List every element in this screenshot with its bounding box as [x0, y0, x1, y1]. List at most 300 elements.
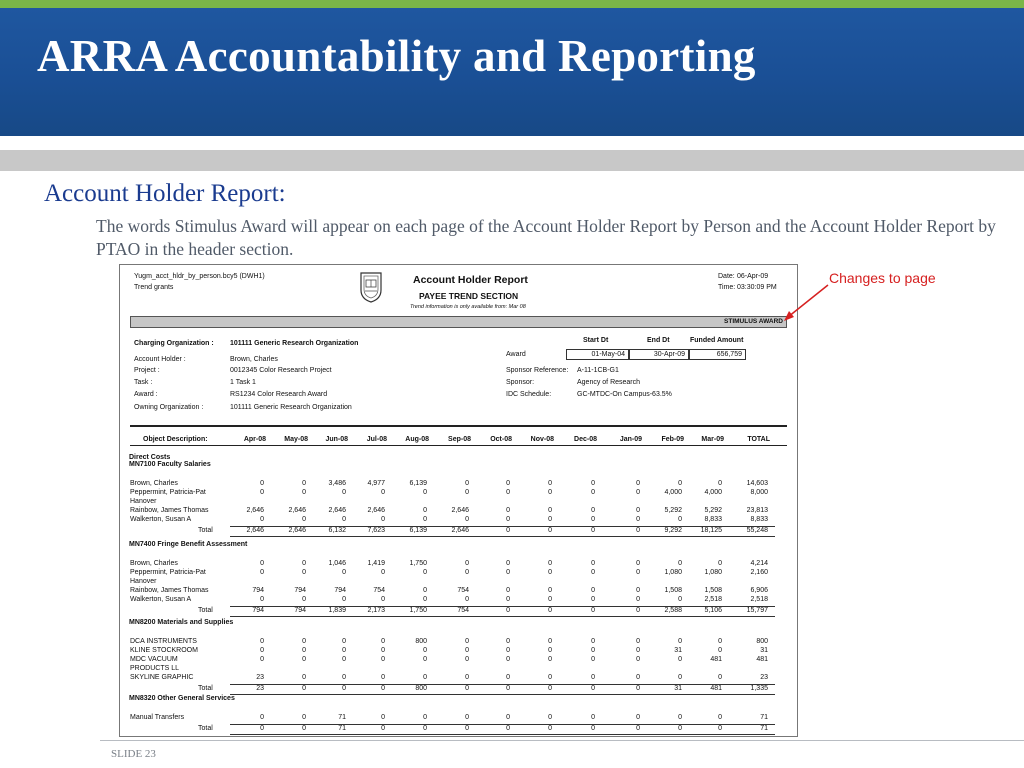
field-label: Award : [134, 391, 158, 398]
cell-value: 0 [678, 560, 682, 567]
cell-value: 8,833 [704, 516, 722, 523]
total-value: 0 [548, 607, 552, 614]
cell-value: 0 [591, 674, 595, 681]
section-heading: MN8200 Materials and Supplies [129, 619, 234, 626]
sponsor-value: Agency of Research [577, 379, 641, 386]
cell-value: 0 [423, 587, 427, 594]
cell-value: 0 [260, 480, 264, 487]
field-label: Task : [134, 379, 153, 386]
cell-value: 0 [423, 507, 427, 514]
cell-value: 0 [342, 638, 346, 645]
section-heading: MN7400 Fringe Benefit Assessment [129, 541, 248, 548]
cell-value: 0 [423, 656, 427, 663]
changes-callout: Changes to page [829, 270, 936, 286]
total-value: 794 [294, 607, 306, 614]
stimulus-label: STIMULUS AWARD [724, 318, 783, 325]
cell-value: 0 [302, 516, 306, 523]
sponsor-value: A-11-1CB-G1 [577, 367, 619, 374]
cell-value: 0 [678, 656, 682, 663]
cell-value: 0 [381, 638, 385, 645]
cell-value: 0 [465, 560, 469, 567]
cell-value: 0 [506, 480, 510, 487]
cell-value: 0 [506, 674, 510, 681]
cell-value: 0 [591, 480, 595, 487]
cell-value: 1,419 [367, 560, 385, 567]
column-header: Sep-08 [448, 436, 471, 443]
total-value: 2,646 [246, 527, 264, 534]
cell-value: 0 [506, 569, 510, 576]
total-value: 0 [718, 725, 722, 732]
column-header: Nov-08 [530, 436, 554, 443]
cell-value: 0 [302, 480, 306, 487]
field-label: Charging Organization : [134, 340, 214, 347]
total-value: 1,750 [409, 607, 427, 614]
cell-value: 0 [548, 507, 552, 514]
field-label: Owning Organization : [134, 404, 204, 411]
col-start-dt: Start Dt [583, 337, 609, 344]
cell-value: 0 [636, 507, 640, 514]
cell-value: 0 [465, 656, 469, 663]
column-header: Mar-09 [701, 436, 724, 443]
cell-value: 754 [457, 587, 469, 594]
total-value: 794 [252, 607, 264, 614]
cell-value: 0 [302, 489, 306, 496]
total-rule [230, 694, 775, 695]
cell-value: 0 [591, 656, 595, 663]
title-banner [0, 8, 1024, 136]
total-value: 0 [381, 725, 385, 732]
total-value: 23 [256, 685, 264, 692]
cell-value: 1,046 [328, 560, 346, 567]
cell-value: 0 [548, 656, 552, 663]
cell-value: 0 [548, 714, 552, 721]
cell-value: 0 [548, 560, 552, 567]
total-value: 18,125 [700, 527, 722, 534]
cell-value: 800 [756, 638, 768, 645]
cell-value: 754 [373, 587, 385, 594]
cell-value: 0 [591, 560, 595, 567]
total-value: 0 [636, 685, 640, 692]
cell-value: 794 [294, 587, 306, 594]
cell-value: 2,646 [451, 507, 469, 514]
total-value: 0 [548, 527, 552, 534]
sponsor-value: GC-MTDC-On Campus-63.5% [577, 391, 672, 398]
total-rule [230, 616, 775, 617]
cell-value: 0 [636, 596, 640, 603]
cell-value: 23 [760, 674, 768, 681]
total-value: 0 [465, 725, 469, 732]
cell-value: 0 [381, 714, 385, 721]
cell-value: 14,603 [746, 480, 768, 487]
total-value: 0 [506, 527, 510, 534]
cell-value: 0 [548, 569, 552, 576]
row-label: Brown, Charles [130, 480, 178, 487]
cell-value: 0 [465, 638, 469, 645]
cell-value: 0 [548, 587, 552, 594]
source-sub: Trend grants [134, 284, 174, 291]
cell-value: 0 [465, 516, 469, 523]
report-screenshot [119, 264, 798, 737]
total-value: 0 [636, 607, 640, 614]
cell-value: 0 [506, 507, 510, 514]
total-label: Total [198, 607, 213, 614]
column-header: Oct-08 [490, 436, 512, 443]
row-label: Peppermint, Patricia-Pat [130, 489, 206, 496]
total-value: 754 [457, 607, 469, 614]
report-note: Trend information is only available from: Mar 08 [410, 304, 526, 310]
column-header: Aug-08 [405, 436, 429, 443]
cell-value: 0 [342, 674, 346, 681]
cell-value: 0 [591, 507, 595, 514]
cell-value: 0 [548, 647, 552, 654]
row-label: Manual Transfers [130, 714, 185, 721]
cell-value: 0 [678, 480, 682, 487]
cell-value: 0 [548, 596, 552, 603]
cell-value: 481 [710, 656, 722, 663]
cell-value: 5,292 [664, 507, 682, 514]
cell-value: 0 [548, 638, 552, 645]
cell-value: 6,906 [750, 587, 768, 594]
cell-value: 0 [591, 516, 595, 523]
cell-value: 0 [302, 714, 306, 721]
total-value: 9,292 [664, 527, 682, 534]
cell-value: 2,518 [750, 596, 768, 603]
cell-value: 0 [636, 480, 640, 487]
time-label: Time: [718, 284, 736, 291]
cell-value: 1,080 [664, 569, 682, 576]
row-label: Peppermint, Patricia-Pat [130, 569, 206, 576]
cell-value: 0 [381, 516, 385, 523]
cell-value: 1,750 [409, 560, 427, 567]
row-label: DCA INSTRUMENTS [130, 638, 197, 645]
cell-value: 0 [260, 516, 264, 523]
cell-value: 0 [636, 489, 640, 496]
column-header: Dec-08 [574, 436, 597, 443]
total-value: 0 [548, 685, 552, 692]
cell-value: 0 [260, 489, 264, 496]
divider-strip [0, 150, 1024, 171]
total-value: 0 [423, 725, 427, 732]
cell-value: 0 [548, 480, 552, 487]
cell-value: 0 [302, 596, 306, 603]
cell-value: 0 [506, 638, 510, 645]
cell-value: 0 [678, 596, 682, 603]
cell-value: 4,000 [704, 489, 722, 496]
award-end: 30-Apr-09 [629, 349, 689, 360]
total-value: 0 [591, 527, 595, 534]
column-header: TOTAL [747, 436, 770, 443]
table-rule-top [130, 425, 787, 427]
cell-value: 31 [760, 647, 768, 654]
total-label: Total [198, 685, 213, 692]
cell-value: 0 [591, 587, 595, 594]
cell-value: 0 [548, 489, 552, 496]
cell-value: 0 [302, 560, 306, 567]
total-value: 2,646 [288, 527, 306, 534]
total-value: 2,646 [451, 527, 469, 534]
total-value: 800 [415, 685, 427, 692]
callout-arrow-icon [780, 283, 832, 327]
cell-value: 0 [381, 674, 385, 681]
cell-value: 3,486 [328, 480, 346, 487]
total-rule [230, 536, 775, 537]
top-accent-band [0, 0, 1024, 8]
cell-value: 0 [548, 516, 552, 523]
field-value: 1 Task 1 [230, 379, 256, 386]
cell-value: 0 [423, 489, 427, 496]
cell-value: 0 [423, 516, 427, 523]
cell-value: 0 [678, 516, 682, 523]
cell-value: 0 [636, 516, 640, 523]
slide-number: SLIDE 23 [111, 748, 156, 760]
cell-value: 0 [591, 569, 595, 576]
cell-value: 8,833 [750, 516, 768, 523]
cell-value: 0 [506, 656, 510, 663]
direct-costs-label: Direct Costs [129, 454, 171, 461]
cell-value: 0 [678, 638, 682, 645]
cell-value: 0 [636, 656, 640, 663]
total-value: 6,132 [328, 527, 346, 534]
total-value: 0 [591, 725, 595, 732]
cell-value: 0 [465, 647, 469, 654]
total-value: 0 [506, 685, 510, 692]
total-value: 0 [506, 607, 510, 614]
total-value: 0 [591, 685, 595, 692]
cell-value: 794 [334, 587, 346, 594]
cell-value: 1,508 [704, 587, 722, 594]
cell-value: 0 [342, 569, 346, 576]
cell-value: 0 [260, 647, 264, 654]
cell-value: 0 [260, 714, 264, 721]
total-value: 0 [678, 725, 682, 732]
cell-value: 0 [718, 674, 722, 681]
cell-value: 481 [756, 656, 768, 663]
cell-value: 0 [423, 674, 427, 681]
cell-value: 0 [342, 489, 346, 496]
total-value: 0 [381, 685, 385, 692]
cell-value: 4,977 [367, 480, 385, 487]
cell-value: 0 [381, 489, 385, 496]
cell-value: 0 [423, 596, 427, 603]
total-value: 0 [260, 725, 264, 732]
cell-value: 0 [506, 489, 510, 496]
total-value: 2,588 [664, 607, 682, 614]
cell-value: 0 [342, 656, 346, 663]
cell-value: 0 [381, 656, 385, 663]
total-value: 0 [636, 725, 640, 732]
cell-value: 4,000 [664, 489, 682, 496]
cell-value: 0 [302, 638, 306, 645]
cell-value: 0 [718, 638, 722, 645]
cell-value: 0 [260, 638, 264, 645]
cell-value: 0 [423, 714, 427, 721]
cell-value: 2,160 [750, 569, 768, 576]
total-value: 0 [591, 607, 595, 614]
cell-value: 0 [302, 647, 306, 654]
cell-value: 800 [415, 638, 427, 645]
sponsor-label: Sponsor: [506, 379, 535, 386]
field-value: 0012345 Color Research Project [230, 367, 332, 374]
cell-value: 0 [591, 638, 595, 645]
total-label: Total [198, 527, 213, 534]
cell-value: 0 [465, 596, 469, 603]
cell-value: 0 [718, 560, 722, 567]
cell-value: 0 [302, 656, 306, 663]
cell-value: 2,646 [288, 507, 306, 514]
sponsor-label: IDC Schedule: [506, 391, 552, 398]
cell-value: 2,518 [704, 596, 722, 603]
cell-value: 0 [465, 489, 469, 496]
date-label: Date: [718, 273, 735, 280]
cell-value: 0 [465, 569, 469, 576]
cell-value: 0 [591, 647, 595, 654]
cell-value: 8,000 [750, 489, 768, 496]
cell-value: 0 [636, 569, 640, 576]
field-value: Brown, Charles [230, 356, 278, 363]
award-start: 01-May-04 [566, 349, 629, 360]
cell-value: 0 [260, 560, 264, 567]
field-value: 101111 Generic Research Organization [230, 340, 359, 347]
cell-value: 0 [423, 647, 427, 654]
total-value: 7,623 [367, 527, 385, 534]
row-label-continued: Hanover [130, 578, 157, 585]
time-value: 03:30:09 PM [737, 284, 777, 291]
source-file: Yugm_acct_hldr_by_person.bcy5 (DWH1) [134, 273, 265, 280]
total-value: 0 [548, 725, 552, 732]
section-heading: MN8320 Other General Services [129, 695, 235, 702]
footer-rule [100, 740, 1024, 741]
date-value: 06-Apr-09 [737, 273, 769, 280]
total-value: 0 [506, 725, 510, 732]
cell-value: 0 [506, 516, 510, 523]
cell-value: 0 [636, 560, 640, 567]
row-label: Walkerton, Susan A [130, 596, 192, 603]
cell-value: 2,646 [367, 507, 385, 514]
total-value: 6,139 [409, 527, 427, 534]
cell-value: 1,508 [664, 587, 682, 594]
total-value: 0 [636, 527, 640, 534]
seal-icon [358, 270, 384, 304]
stimulus-banner [130, 316, 787, 328]
cell-value: 0 [423, 569, 427, 576]
cell-value: 0 [381, 569, 385, 576]
cell-value: 0 [302, 569, 306, 576]
cell-value: 0 [506, 647, 510, 654]
cell-value: 0 [636, 638, 640, 645]
column-header: Object Description: [143, 436, 208, 443]
sponsor-label: Sponsor Reference: [506, 367, 569, 374]
cell-value: 0 [636, 647, 640, 654]
field-value: RS1234 Color Research Award [230, 391, 328, 398]
cell-value: 71 [760, 714, 768, 721]
section-heading: Account Holder Report: [44, 180, 286, 207]
column-header: Jul-08 [366, 436, 387, 443]
column-header: Feb-09 [661, 436, 684, 443]
cell-value: 0 [465, 674, 469, 681]
total-rule [230, 734, 775, 735]
cell-value: 0 [506, 587, 510, 594]
cell-value: 0 [718, 647, 722, 654]
award-label: Award [506, 351, 526, 358]
field-label: Account Holder : [134, 356, 186, 363]
total-value: 5,106 [704, 607, 722, 614]
section-heading: MN7100 Faculty Salaries [129, 461, 211, 468]
row-label-continued: Hanover [130, 498, 157, 505]
row-label: Brown, Charles [130, 560, 178, 567]
cell-value: 0 [342, 647, 346, 654]
cell-value: 23,813 [746, 507, 768, 514]
cell-value: 0 [506, 714, 510, 721]
row-label: KLINE STOCKROOM [130, 647, 198, 654]
row-label: Rainbow, James Thomas [130, 587, 209, 594]
total-value: 71 [338, 725, 346, 732]
cell-value: 0 [718, 714, 722, 721]
field-value: 101111 Generic Research Organization [230, 404, 352, 411]
cell-value: 0 [678, 714, 682, 721]
report-title: Account Holder Report [413, 274, 528, 286]
cell-value: 0 [591, 489, 595, 496]
row-label: Rainbow, James Thomas [130, 507, 209, 514]
total-value: 1,839 [328, 607, 346, 614]
row-label: SKYLINE GRAPHIC [130, 674, 194, 681]
total-value: 31 [674, 685, 682, 692]
total-value: 71 [760, 725, 768, 732]
cell-value: 6,139 [409, 480, 427, 487]
cell-value: 0 [718, 480, 722, 487]
total-value: 0 [302, 685, 306, 692]
cell-value: 4,214 [750, 560, 768, 567]
column-header: May-08 [284, 436, 308, 443]
total-label: Total [198, 725, 213, 732]
field-label: Project : [134, 367, 160, 374]
cell-value: 23 [256, 674, 264, 681]
total-value: 0 [465, 685, 469, 692]
cell-value: 0 [506, 596, 510, 603]
cell-value: 0 [260, 569, 264, 576]
cell-value: 0 [465, 480, 469, 487]
total-value: 0 [302, 725, 306, 732]
cell-value: 0 [636, 714, 640, 721]
cell-value: 0 [548, 674, 552, 681]
table-rule-header [130, 445, 787, 446]
cell-value: 0 [342, 596, 346, 603]
total-value: 55,248 [746, 527, 768, 534]
cell-value: 0 [636, 674, 640, 681]
cell-value: 0 [591, 596, 595, 603]
report-subtitle: PAYEE TREND SECTION [419, 291, 519, 301]
award-funded: 656,759 [689, 349, 746, 360]
col-end-dt: End Dt [647, 337, 670, 344]
column-header: Apr-08 [243, 436, 266, 443]
cell-value: 0 [506, 560, 510, 567]
body-paragraph: The words Stimulus Award will appear on each page of the Account Holder Report by Person and the Account Holder Report by PTAO in the header section. [96, 216, 996, 259]
total-value: 0 [342, 685, 346, 692]
slide-title: ARRA Accountability and Reporting [37, 31, 756, 81]
column-header: Jan-09 [619, 436, 642, 443]
cell-value: 794 [252, 587, 264, 594]
cell-value: 2,646 [246, 507, 264, 514]
total-value: 15,797 [746, 607, 768, 614]
col-funded-amount: Funded Amount [690, 337, 744, 344]
cell-value: 0 [591, 714, 595, 721]
cell-value: 0 [260, 596, 264, 603]
column-header: Jun-08 [325, 436, 348, 443]
cell-value: 0 [678, 674, 682, 681]
cell-value: 0 [636, 587, 640, 594]
cell-value: 0 [381, 596, 385, 603]
total-value: 1,335 [750, 685, 768, 692]
cell-value: 1,080 [704, 569, 722, 576]
